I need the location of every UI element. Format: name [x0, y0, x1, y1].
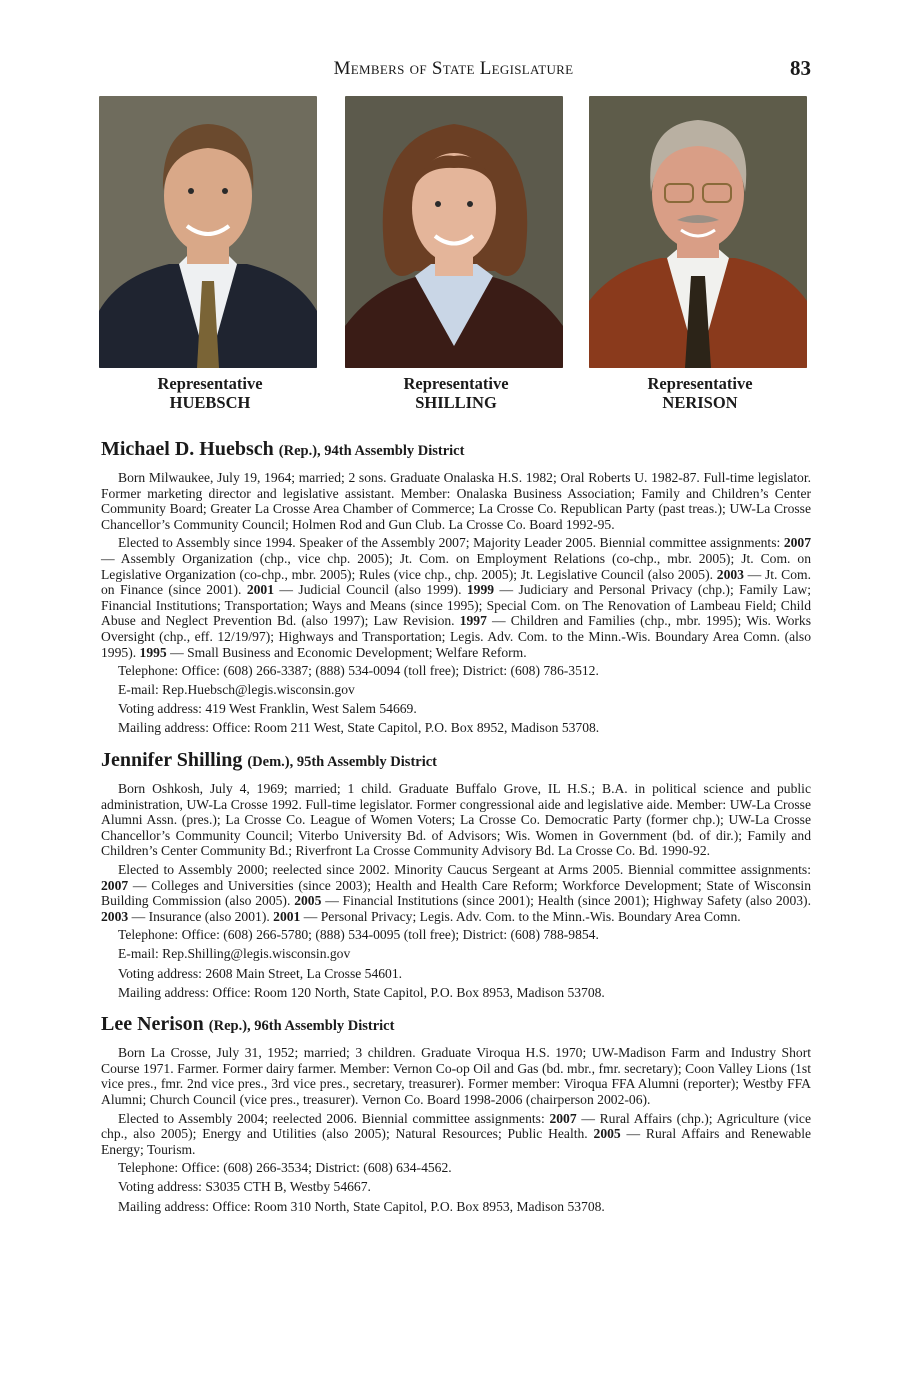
portrait-drawing	[345, 96, 563, 368]
portrait-gallery	[99, 96, 811, 416]
page-number: 83	[790, 56, 811, 80]
member-mailing-address: Mailing address: Office: Room 120 North, State Capitol, P.O. Box 8953, Madison 53708.	[118, 984, 605, 1000]
caption-name: NERISON	[662, 393, 738, 412]
service-year: 1997	[459, 613, 487, 629]
service-text: — Jt. Com. on Finance (since 2001).	[101, 566, 812, 598]
service-text: — Rural Affairs (chp.); Agriculture (vice chp., also 2005); Energy and Utilities (also 2005); Natural Resources; Public Health.	[101, 1110, 811, 1142]
member-district: (Dem.), 95th Assembly District	[247, 754, 438, 770]
member-heading	[101, 1012, 811, 1038]
caption-name: HUEBSCH	[169, 393, 251, 412]
member-service	[101, 862, 811, 924]
service-text: — Children and Families (chp., mbr. 1995); Wis. Works Oversight (chp., eff. 12/19/97); Highways and Transportation; Legis. Adv. Com. to the Minn.-Wis. Boundary Area Comn. (also 1995).	[101, 613, 811, 660]
service-year: 2005	[294, 893, 322, 909]
member-mailing-address: Mailing address: Office: Room 310 North, State Capitol, P.O. Box 8953, Madison 53708.	[118, 1198, 605, 1214]
member-service	[101, 1111, 811, 1158]
member-voting-address: Voting address: 419 West Franklin, West Salem 54669.	[118, 701, 417, 717]
service-year: 2003	[101, 908, 129, 924]
member-biographies	[101, 437, 811, 1226]
portrait-photo-icon	[99, 96, 317, 368]
service-text: — Small Business and Economic Development; Welfare Reform.	[166, 644, 527, 660]
caption-name: SHILLING	[415, 393, 497, 412]
running-head: Members of State Legislature	[333, 58, 574, 79]
service-text: — Judiciary and Personal Privacy (chp.); Family Law; Financial Institutions; Transportation; Ways and Means (since 1995); Special Com. on The Renovation of Lambeau Field; Child Abuse and Neglect Prevention Bd. (also 1997); Law Revision.	[101, 582, 811, 629]
member-telephone: Telephone: Office: (608) 266-3534; District: (608) 634-4562.	[118, 1160, 452, 1176]
member-entry-shilling	[101, 748, 811, 1000]
member-name: Michael D. Huebsch	[101, 438, 274, 460]
portrait-drawing	[589, 96, 807, 368]
portrait-drawing	[99, 96, 317, 368]
service-text: Elected to Assembly 2004; reelected 2006. Biennial committee assignments:	[118, 1110, 550, 1126]
member-name: Jennifer Shilling	[101, 749, 243, 771]
member-district: (Rep.), 96th Assembly District	[208, 1018, 395, 1035]
portrait-huebsch	[99, 96, 321, 412]
member-voting-address: Voting address: 2608 Main Street, La Crosse 54601.	[118, 965, 403, 981]
caption-title: Representative	[403, 374, 509, 393]
member-mailing-address: Mailing address: Office: Room 211 West, State Capitol, P.O. Box 8952, Madison 53708.	[118, 720, 600, 736]
service-year: 2003	[716, 566, 744, 582]
service-year: 1999	[466, 582, 495, 598]
member-bio: Born La Crosse, July 31, 1952; married; 3 children. Graduate Viroqua H.S. 1970; UW-Madison Farm and Industry Short Course 1971. Farmer. Former dairy farmer. Member: Vernon Co-op Oil and Gas (bd. mbr., fmr. secretary); Coon Valley Lions (1st vice pres., fmr. 2nd vice pres., 3rd vice pres., secretary, treasurer). Former member: Viroqua FFA Alumni (reporter); Westby FFA Alumni; Church Council (vice pres., treasurer). Vernon Co. Board 1998-2006 (chairperson 2002-06).	[101, 1045, 811, 1107]
member-email: E-mail: Rep.Huebsch@legis.wisconsin.gov	[118, 682, 355, 698]
member-bio: Born Oshkosh, July 4, 1969; married; 1 child. Graduate Buffalo Grove, IL H.S.; B.A. in political science and public administration, UW-La Crosse 1992. Full-time legislator. Former congressional aide and legislative aide. Member: UW-La Crosse Alumni Assn. (pres.); La Crosse Co. League of Women Voters; La Crosse Co. Democratic Party (former chp.); UW-La Crosse Chancellor’s Community Council; Viterbo University Bd. of Advisors; Wis. Women in Government (bd. of dir.); Family and Children’s Center Community Bd.; Riverfront La Crosse Community Advisory Bd. La Crosse Co. Bd. 1990-92.	[101, 781, 811, 859]
member-email: E-mail: Rep.Shilling@legis.wisconsin.gov	[118, 946, 351, 962]
running-header	[0, 56, 907, 86]
service-text: — Insurance (also 2001).	[128, 908, 274, 924]
service-text: — Assembly Organization (chp., vice chp. 2005); Jt. Com. on Employment Relations (co-chp., mbr. 2005); Jt. Com. on Legislative Organization (co-chp., mbr. 2005); Rules (vice chp., chp. 2005); Jt. Legislative Council (also 2005).	[101, 550, 811, 582]
service-year: 2001	[246, 582, 274, 598]
service-text: — Personal Privacy; Legis. Adv. Com. to the Minn.-Wis. Boundary Area Comn.	[300, 908, 741, 924]
member-voting-address: Voting address: S3035 CTH B, Westby 54667.	[118, 1179, 371, 1195]
caption-title: Representative	[647, 374, 753, 393]
member-heading	[101, 437, 811, 463]
service-text: Elected to Assembly 2000; reelected since 2002. Minority Caucus Sergeant at Arms 2005. Biennial committee assignments:	[118, 861, 811, 877]
member-heading	[101, 748, 811, 774]
service-text: — Colleges and Universities (since 2003); Health and Health Care Reform; Workforce Development; State of Wisconsin Building Commission (also 2005).	[101, 877, 811, 909]
service-year: 2007	[549, 1110, 577, 1126]
service-year: 2007	[783, 535, 811, 551]
member-bio: Born Milwaukee, July 19, 1964; married; 2 sons. Graduate Onalaska H.S. 1982; Oral Roberts U. 1982-87. Full-time legislator. Former marketing director and legislative assistant. Member: Onalaska Business Association; Family and Children’s Center Community Board; Greater La Crosse Area Chamber of Commerce; La Crosse Co. Republican Party (past treas.); UW-La Crosse Chancellor’s Community Council; Holmen Rod and Gun Club. La Crosse Co. Board 1992-95.	[101, 470, 811, 532]
member-entry-huebsch	[101, 437, 811, 736]
service-year: 2001	[273, 908, 301, 924]
member-entry-nerison	[101, 1012, 811, 1214]
service-text: — Rural Affairs and Renewable Energy; Tourism.	[101, 1126, 811, 1157]
service-text: — Financial Institutions (since 2001); Health (since 2001); Highway Safety (also 2003).	[321, 893, 811, 909]
member-telephone: Telephone: Office: (608) 266-5780; (888) 534-0095 (toll free); District: (608) 788-9854.	[118, 927, 599, 943]
service-year: 2005	[593, 1126, 621, 1142]
member-telephone: Telephone: Office: (608) 266-3387; (888) 534-0094 (toll free); District: (608) 786-3512.	[118, 663, 599, 679]
member-service	[101, 535, 811, 660]
caption-title: Representative	[157, 374, 263, 393]
service-text: — Judicial Council (also 1999).	[274, 582, 467, 598]
portrait-photo-icon	[589, 96, 807, 368]
service-year: 1995	[139, 644, 167, 660]
member-name: Lee Nerison	[101, 1013, 204, 1036]
service-text: Elected to Assembly since 1994. Speaker of the Assembly 2007; Majority Leader 2005. Biennial committee assignments:	[118, 535, 784, 551]
member-district: (Rep.), 94th Assembly District	[278, 443, 465, 459]
portrait-nerison	[589, 96, 811, 412]
portrait-shilling	[345, 96, 567, 412]
service-year: 2007	[101, 877, 129, 893]
portrait-photo-icon	[345, 96, 563, 368]
